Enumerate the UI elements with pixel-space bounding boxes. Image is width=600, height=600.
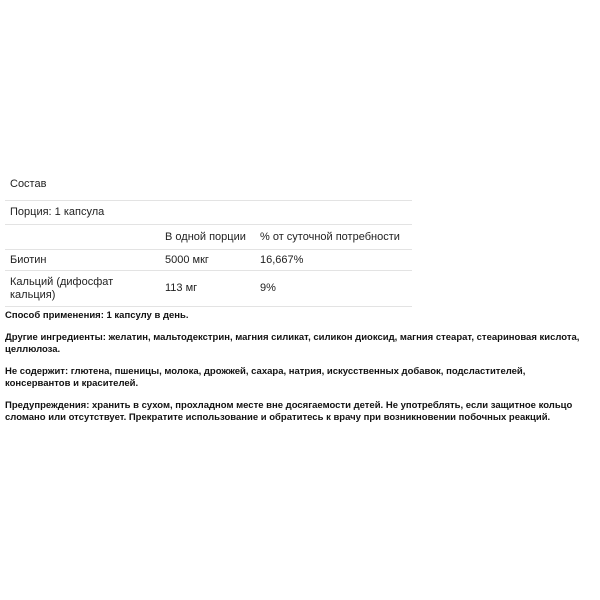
ingredient-name: Биотин — [10, 253, 47, 266]
serving-size-row — [5, 201, 412, 225]
table-title-row — [5, 169, 412, 201]
other-ingredients-text: Другие ингредиенты: желатин, мальтодекстрин, магния силикат, силикон диоксид, магния стеарат, стеариновая кислота, целлюлоза. — [5, 332, 580, 355]
table-header-row — [5, 225, 412, 250]
daily-value-header: % от суточной потребности — [260, 230, 400, 243]
ingredient-daily-value: 16,667% — [260, 253, 304, 266]
ingredient-daily-value: 9% — [260, 282, 276, 294]
product-notes — [5, 310, 580, 434]
table-title: Состав — [10, 178, 47, 190]
ingredient-amount: 5000 мкг — [165, 253, 209, 266]
supplement-facts-table — [5, 169, 412, 307]
amount-header: В одной порции — [165, 230, 246, 243]
ingredient-amount: 113 мг — [165, 282, 198, 294]
table-row — [5, 271, 412, 307]
ingredient-name: Кальций (дифосфат кальция) — [10, 275, 114, 301]
usage-text: Способ применения: 1 капсулу в день. — [5, 310, 189, 321]
does-not-contain-text: Не содержит: глютена, пшеницы, молока, дрожжей, сахара, натрия, искусственных добавок, подсластителей, консервантов и красителей. — [5, 366, 526, 389]
table-row — [5, 250, 412, 271]
warnings-text: Предупреждения: хранить в сухом, прохладном месте вне досягаемости детей. Не употреблять, если защитное кольцо сломано или отсутствует. Прекратите использование и обратитесь к врачу при возникновении побочных реакций. — [5, 400, 573, 423]
serving-size: Порция: 1 капсула — [10, 206, 105, 218]
